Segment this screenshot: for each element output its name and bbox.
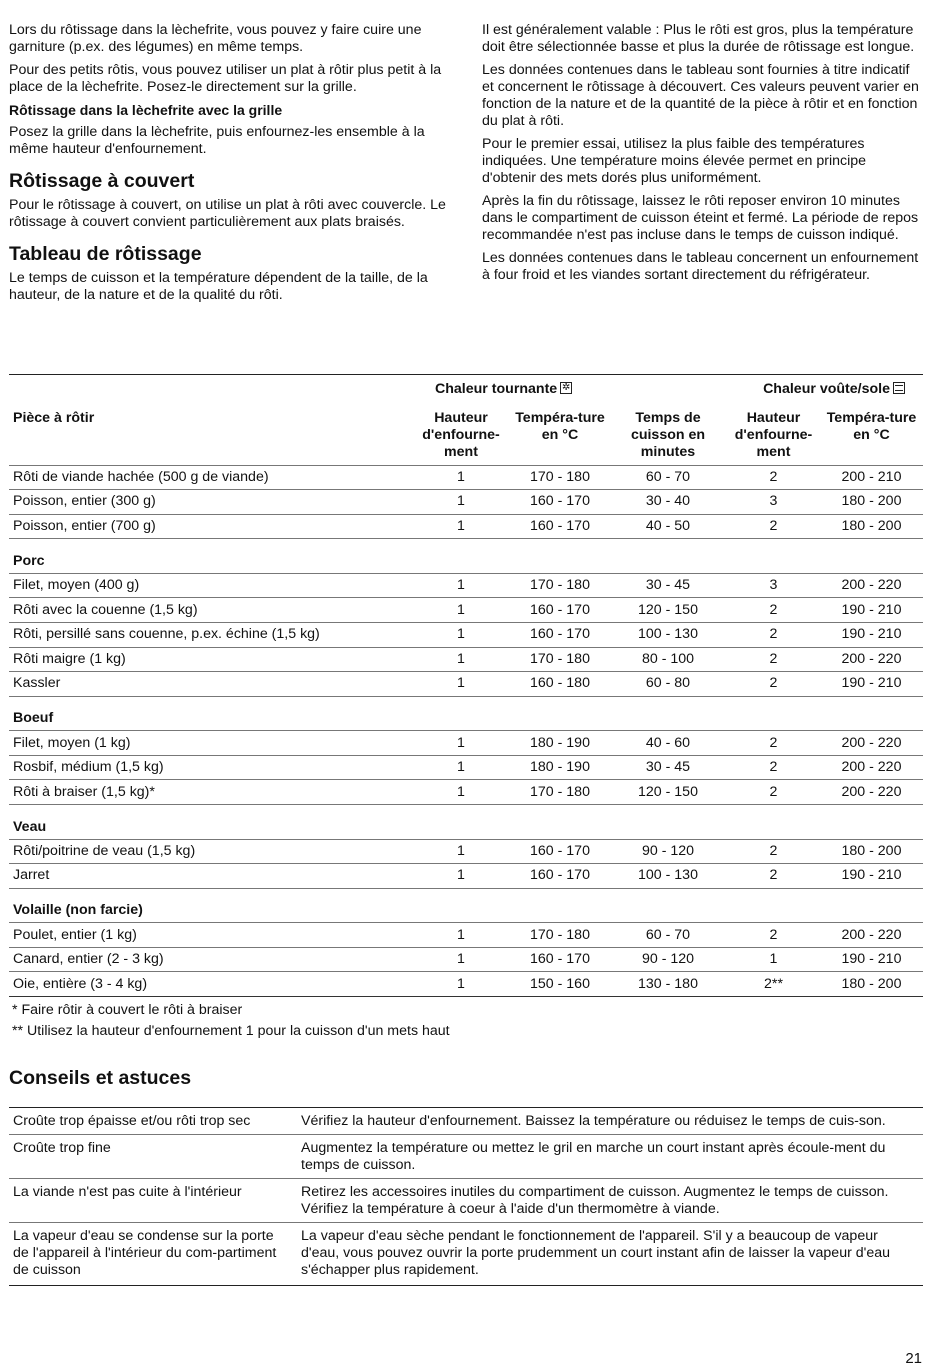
cell-value: 160 - 180 <box>511 672 609 697</box>
table-row <box>9 731 923 756</box>
cell-value: 160 - 170 <box>511 514 609 539</box>
cell-value: 160 - 170 <box>511 839 609 864</box>
table-row <box>9 514 923 539</box>
tips-table-container <box>9 1107 923 1286</box>
paragraph: Les données contenues dans le tableau concernent un enfournement à four froid et les viandes sortant directement du réfrigérateur. <box>482 250 919 283</box>
footnote: * Faire rôtir à couvert le rôti à braiser <box>12 1002 243 1018</box>
cell-value: 80 - 100 <box>609 647 727 672</box>
cell-value: 160 - 170 <box>511 598 609 623</box>
cell-value: 60 - 80 <box>609 672 727 697</box>
section-porc: Porc <box>9 539 923 574</box>
cell-value: 200 - 220 <box>820 755 923 780</box>
cell-value: 190 - 210 <box>820 598 923 623</box>
group-fan-heat: Chaleur tournante✲ <box>411 375 727 402</box>
cell-value: 200 - 220 <box>820 780 923 805</box>
cell-value: 180 - 190 <box>511 731 609 756</box>
table-row <box>9 780 923 805</box>
cell-value: 180 - 200 <box>820 972 923 997</box>
cell-value: 170 - 180 <box>511 923 609 948</box>
tip-solution: Retirez les accessoires inutiles du compartiment de cuisson. Augmentez le temps de cuisson. Vérifiez la température à coeur à l'aide d'un thermomètre à viande. <box>297 1179 923 1223</box>
cell-piece: Rôti, persillé sans couenne, p.ex. échine (1,5 kg) <box>9 622 411 647</box>
table-row <box>9 465 923 490</box>
table-footnotes <box>9 1000 923 1042</box>
cell-value: 2 <box>727 839 820 864</box>
top-bottom-heat-icon <box>893 382 905 394</box>
table-row <box>9 573 923 598</box>
cell-value: 100 - 130 <box>609 864 727 889</box>
paragraph: Pour des petits rôtis, vous pouvez utiliser un plat à rôtir plus petit à la place de la lèchefrite. Posez-le directement sur la grille. <box>9 62 442 95</box>
cell-value: 1 <box>411 839 511 864</box>
cell-value: 1 <box>411 972 511 997</box>
cell-value: 200 - 220 <box>820 647 923 672</box>
cell-value: 160 - 170 <box>511 947 609 972</box>
table-row <box>9 672 923 697</box>
cell-value: 2** <box>727 972 820 997</box>
cell-value: 160 - 170 <box>511 622 609 647</box>
paragraph: Lors du rôtissage dans la lèchefrite, vous pouvez y faire cuire une garniture (p.ex. des légumes) en même temps. <box>9 22 422 55</box>
paragraph: Il est généralement valable : Plus le rôti est gros, plus la température doit être sélectionnée basse et plus la durée de rôtissage est longue. <box>482 22 915 55</box>
section-veau: Veau <box>9 805 923 840</box>
page-number: 21 <box>905 1350 922 1367</box>
tip-solution: Vérifiez la hauteur d'enfournement. Baissez la température ou réduisez le temps de cuis-son. <box>297 1108 923 1135</box>
cell-value: 1 <box>411 780 511 805</box>
cell-value: 150 - 160 <box>511 972 609 997</box>
footnote: ** Utilisez la hauteur d'enfournement 1 pour la cuisson d'un mets haut <box>12 1023 450 1039</box>
left-column <box>9 22 450 310</box>
group-top-bottom-heat: Chaleur voûte/sole <box>727 375 923 402</box>
cell-value: 130 - 180 <box>609 972 727 997</box>
cell-value: 170 - 180 <box>511 573 609 598</box>
tip-problem: La viande n'est pas cuite à l'intérieur <box>9 1179 297 1223</box>
cell-value: 190 - 210 <box>820 947 923 972</box>
cell-value: 1 <box>411 672 511 697</box>
section-volaille: Volaille (non farcie) <box>9 888 923 923</box>
cell-value: 200 - 220 <box>820 923 923 948</box>
cell-value: 1 <box>411 598 511 623</box>
cell-piece: Rôti/poitrine de veau (1,5 kg) <box>9 839 411 864</box>
cell-value: 2 <box>727 465 820 490</box>
cell-value: 3 <box>727 490 820 515</box>
heading-rotissage-couvert: Rôtissage à couvert <box>9 170 195 192</box>
cell-value: 30 - 45 <box>609 755 727 780</box>
intro-columns <box>9 22 923 310</box>
cell-value: 1 <box>411 647 511 672</box>
cell-value: 3 <box>727 573 820 598</box>
table-row <box>9 864 923 889</box>
cell-piece: Filet, moyen (1 kg) <box>9 731 411 756</box>
cell-value: 190 - 210 <box>820 864 923 889</box>
tip-problem: La vapeur d'eau se condense sur la porte de l'appareil à l'intérieur du com-partiment de cuisson <box>9 1223 297 1286</box>
cell-value: 2 <box>727 923 820 948</box>
table-group-header <box>9 375 923 402</box>
cell-value: 160 - 170 <box>511 490 609 515</box>
tips-table <box>9 1107 923 1286</box>
cell-piece: Jarret <box>9 864 411 889</box>
table-row <box>9 622 923 647</box>
cell-value: 190 - 210 <box>820 672 923 697</box>
header-fan-temp: Tempéra-ture en °C <box>515 409 605 443</box>
paragraph: Après la fin du rôtissage, laissez le rôti reposer environ 10 minutes dans le compartiment de cuisson éteint et fermé. La période de repos recommandée n'est pas incluse dans le temps de cuisson indiqué. <box>482 193 919 243</box>
cell-piece: Kassler <box>9 672 411 697</box>
table-row <box>9 647 923 672</box>
cell-piece: Rôti maigre (1 kg) <box>9 647 411 672</box>
cell-value: 1 <box>411 947 511 972</box>
cell-value: 2 <box>727 622 820 647</box>
table-row <box>9 755 923 780</box>
cell-value: 2 <box>727 647 820 672</box>
paragraph: Les données contenues dans le tableau sont fournies à titre indicatif et concernent le rôtissage à découvert. Ces valeurs peuvent varier en fonction de la nature et de la quantité de la pièce à rôtir et en fonction du plat à rôti. <box>482 62 919 129</box>
cell-piece: Filet, moyen (400 g) <box>9 573 411 598</box>
cell-value: 2 <box>727 731 820 756</box>
cell-piece: Rosbif, médium (1,5 kg) <box>9 755 411 780</box>
cell-value: 120 - 150 <box>609 780 727 805</box>
paragraph: Pour le rôtissage à couvert, on utilise un plat à rôti avec couvercle. Le rôtissage à couvert convient particulièrement aux plats braisés. <box>9 197 446 230</box>
right-column <box>482 22 923 310</box>
cell-value: 1 <box>411 573 511 598</box>
tip-problem: Croûte trop épaisse et/ou rôti trop sec <box>9 1108 297 1135</box>
paragraph: Pour le premier essai, utilisez la plus faible des températures indiquées. Une température moins élevée permet en principe d'obtenir des mets dorés plus uniformément. <box>482 136 867 186</box>
fan-icon <box>560 382 572 394</box>
paragraph: Posez la grille dans la lèchefrite, puis enfournez-les ensemble à la même hauteur d'enfournement. <box>9 124 425 157</box>
cell-value: 1 <box>411 490 511 515</box>
cell-value: 30 - 45 <box>609 573 727 598</box>
cell-value: 40 - 50 <box>609 514 727 539</box>
table-row <box>9 923 923 948</box>
tips-row <box>9 1135 923 1179</box>
cell-value: 170 - 180 <box>511 647 609 672</box>
paragraph: Le temps de cuisson et la température dépendent de la taille, de la hauteur, de la nature et de la qualité du rôti. <box>9 270 428 303</box>
cell-value: 190 - 210 <box>820 622 923 647</box>
cell-value: 170 - 180 <box>511 780 609 805</box>
heading-tableau-rotissage: Tableau de rôtissage <box>9 243 202 265</box>
cell-piece: Oie, entière (3 - 4 kg) <box>9 972 411 997</box>
roasting-table-container <box>9 374 923 1042</box>
cell-piece: Canard, entier (2 - 3 kg) <box>9 947 411 972</box>
cell-piece: Poisson, entier (300 g) <box>9 490 411 515</box>
cell-value: 1 <box>411 465 511 490</box>
cell-value: 180 - 200 <box>820 839 923 864</box>
header-piece: Pièce à rôtir <box>13 409 95 426</box>
table-row <box>9 947 923 972</box>
cell-piece: Poisson, entier (700 g) <box>9 514 411 539</box>
table-row <box>9 598 923 623</box>
header-time: Temps de cuisson en minutes <box>630 409 706 460</box>
header-tb-level: Hauteur d'enfourne-ment <box>734 409 813 460</box>
cell-value: 1 <box>411 864 511 889</box>
cell-piece: Rôti de viande hachée (500 g de viande) <box>9 465 411 490</box>
cell-value: 120 - 150 <box>609 598 727 623</box>
cell-value: 200 - 220 <box>820 573 923 598</box>
roasting-table <box>9 374 923 997</box>
subheading-grille: Rôtissage dans la lèchefrite avec la grille <box>9 102 283 118</box>
cell-value: 180 - 190 <box>511 755 609 780</box>
cell-value: 180 - 200 <box>820 514 923 539</box>
cell-value: 30 - 40 <box>609 490 727 515</box>
tips-title: Conseils et astuces <box>9 1067 192 1089</box>
cell-value: 160 - 170 <box>511 864 609 889</box>
table-row <box>9 972 923 997</box>
cell-piece: Rôti à braiser (1,5 kg)* <box>9 780 411 805</box>
cell-value: 180 - 200 <box>820 490 923 515</box>
cell-value: 40 - 60 <box>609 731 727 756</box>
table-column-header <box>9 402 923 466</box>
header-fan-level: Hauteur d'enfourne-ment <box>422 409 500 460</box>
cell-value: 2 <box>727 672 820 697</box>
cell-value: 1 <box>411 755 511 780</box>
section-boeuf: Boeuf <box>9 696 923 731</box>
cell-piece: Poulet, entier (1 kg) <box>9 923 411 948</box>
table-row <box>9 839 923 864</box>
cell-value: 2 <box>727 780 820 805</box>
tips-row <box>9 1223 923 1286</box>
cell-value: 60 - 70 <box>609 923 727 948</box>
cell-value: 1 <box>727 947 820 972</box>
cell-value: 1 <box>411 923 511 948</box>
tips-row <box>9 1179 923 1223</box>
cell-value: 2 <box>727 598 820 623</box>
cell-value: 2 <box>727 514 820 539</box>
cell-value: 60 - 70 <box>609 465 727 490</box>
cell-value: 200 - 220 <box>820 731 923 756</box>
tip-solution: La vapeur d'eau sèche pendant le fonctionnement de l'appareil. S'il y a beaucoup de vapeur d'eau, vous pouvez ouvrir la porte prudemment un court instant afin de laisser la vapeur d'eau s'échapper plus rapidement. <box>297 1223 923 1286</box>
cell-value: 90 - 120 <box>609 839 727 864</box>
cell-value: 2 <box>727 864 820 889</box>
cell-value: 1 <box>411 731 511 756</box>
cell-value: 2 <box>727 755 820 780</box>
cell-value: 90 - 120 <box>609 947 727 972</box>
cell-value: 100 - 130 <box>609 622 727 647</box>
header-tb-temp: Tempéra-ture en °C <box>826 409 917 443</box>
cell-value: 1 <box>411 514 511 539</box>
cell-value: 200 - 210 <box>820 465 923 490</box>
tips-row <box>9 1108 923 1135</box>
table-row <box>9 490 923 515</box>
cell-value: 170 - 180 <box>511 465 609 490</box>
cell-piece: Rôti avec la couenne (1,5 kg) <box>9 598 411 623</box>
cell-value: 1 <box>411 622 511 647</box>
tip-problem: Croûte trop fine <box>9 1135 297 1179</box>
tip-solution: Augmentez la température ou mettez le gril en marche un court instant après écoule-ment du temps de cuisson. <box>297 1135 923 1179</box>
